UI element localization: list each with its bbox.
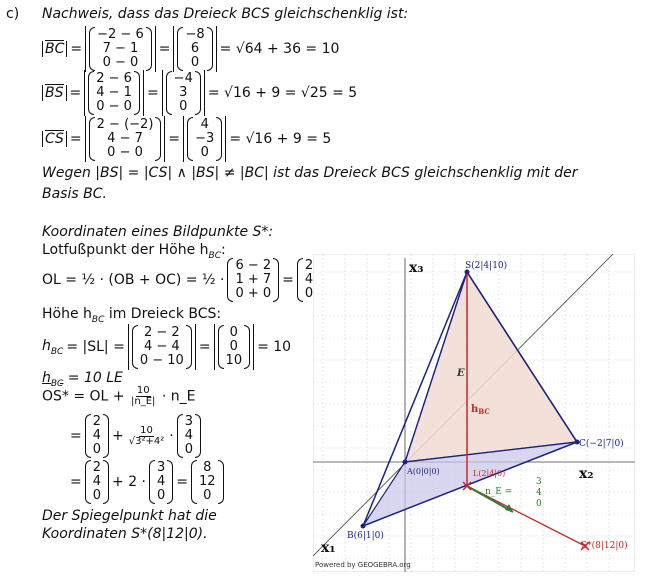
hbc-line: $h_{BC}$ = |SL| = 2 − 2 4 − 4 0 − 10 = 0 0 10 = 10 <box>42 325 292 368</box>
conclusion-2: Koordinaten S*(8|12|0). <box>42 526 208 542</box>
label-L: L(2|4|0) <box>473 469 506 478</box>
svg-text:3: 3 <box>536 477 542 487</box>
label-S: S(2|4|10) <box>465 261 508 271</box>
geogebra-figure <box>313 254 635 572</box>
label-Sstar: S*(8|12|0) <box>581 541 628 551</box>
svg-text:4: 4 <box>536 488 542 498</box>
bc-matrix-1: −2 − 6 7 − 1 0 − 0 <box>89 27 152 71</box>
bc-vector: BC <box>42 41 67 57</box>
bc-result: = √64 + 36 = 10 <box>219 41 340 57</box>
os-line: OS* = OL + $\frac{10}{|n\_E|}$ · n_E <box>42 385 196 407</box>
ol-line: OL = ½ · (OB + OC) = ½ · 6 − 2 1 + 7 0 + 0 = 2 4 0 <box>42 258 321 302</box>
point-A <box>403 460 408 465</box>
geogebra-credit: Powered by GEOGEBRA.org <box>315 561 411 569</box>
nE-vector <box>536 477 542 509</box>
label-E: E <box>457 368 465 379</box>
wegen-line-1: Wegen |BS| = |CS| ∧ |BS| ≠ |BC| ist das Dreieck BCS gleichschenklig mit der <box>42 165 578 181</box>
label-A: A(0|0|0) <box>407 467 440 476</box>
axis-label-x1: x₁ <box>321 540 336 556</box>
bs-length-line: BS = 2 − 6 4 − 1 0 − 0 = −4 3 0 = √16 + 9 = √25 = 5 <box>42 70 357 116</box>
hbc-result: $h_{BC} = 10$ LE <box>42 370 123 389</box>
axis-label-x2: x₂ <box>579 466 594 482</box>
lotfuss-heading: Lotfußpunkt der Höhe $h_{BC}$: <box>42 242 226 261</box>
label-C: C(−2|7|0) <box>579 439 624 449</box>
heading: Nachweis, dass das Dreieck BCS gleichschenklig ist: <box>42 6 409 22</box>
hoehe-heading: Höhe $h_{BC}$ im Dreieck BCS: <box>42 306 222 325</box>
label-B: B(6|1|0) <box>347 531 384 541</box>
bc-length-line: BC = −2 − 6 7 − 1 0 − 0 = −8 6 0 = √64 + 36 = 10 <box>42 26 339 72</box>
conclusion-1: Der Spiegelpunkt hat die <box>42 508 217 524</box>
cs-length-line: CS = 2 − (−2) 4 − 7 0 − 0 = 4 −3 0 = √16 + 9 = 5 <box>42 116 331 162</box>
step1-line: = 2 4 0 + $\frac{10}{\text{√3²+4²}}$ · 3 4 0 <box>70 414 201 458</box>
koord-heading: Koordinaten eines Bildpunkte S*: <box>42 224 274 240</box>
bc-matrix-2: −8 6 0 <box>177 27 212 71</box>
point-B <box>361 524 366 529</box>
axis-label-x3: x₃ <box>409 260 424 276</box>
part-label: c) <box>6 6 20 22</box>
label-hbc: $h_{BC}$ <box>471 404 490 416</box>
svg-text:0: 0 <box>536 499 542 509</box>
label-nE: n_E = <box>485 487 513 497</box>
wegen-line-2: Basis BC. <box>42 186 107 202</box>
step2-line: = 2 4 0 + 2 · 3 4 0 = 8 12 0 <box>70 460 224 504</box>
